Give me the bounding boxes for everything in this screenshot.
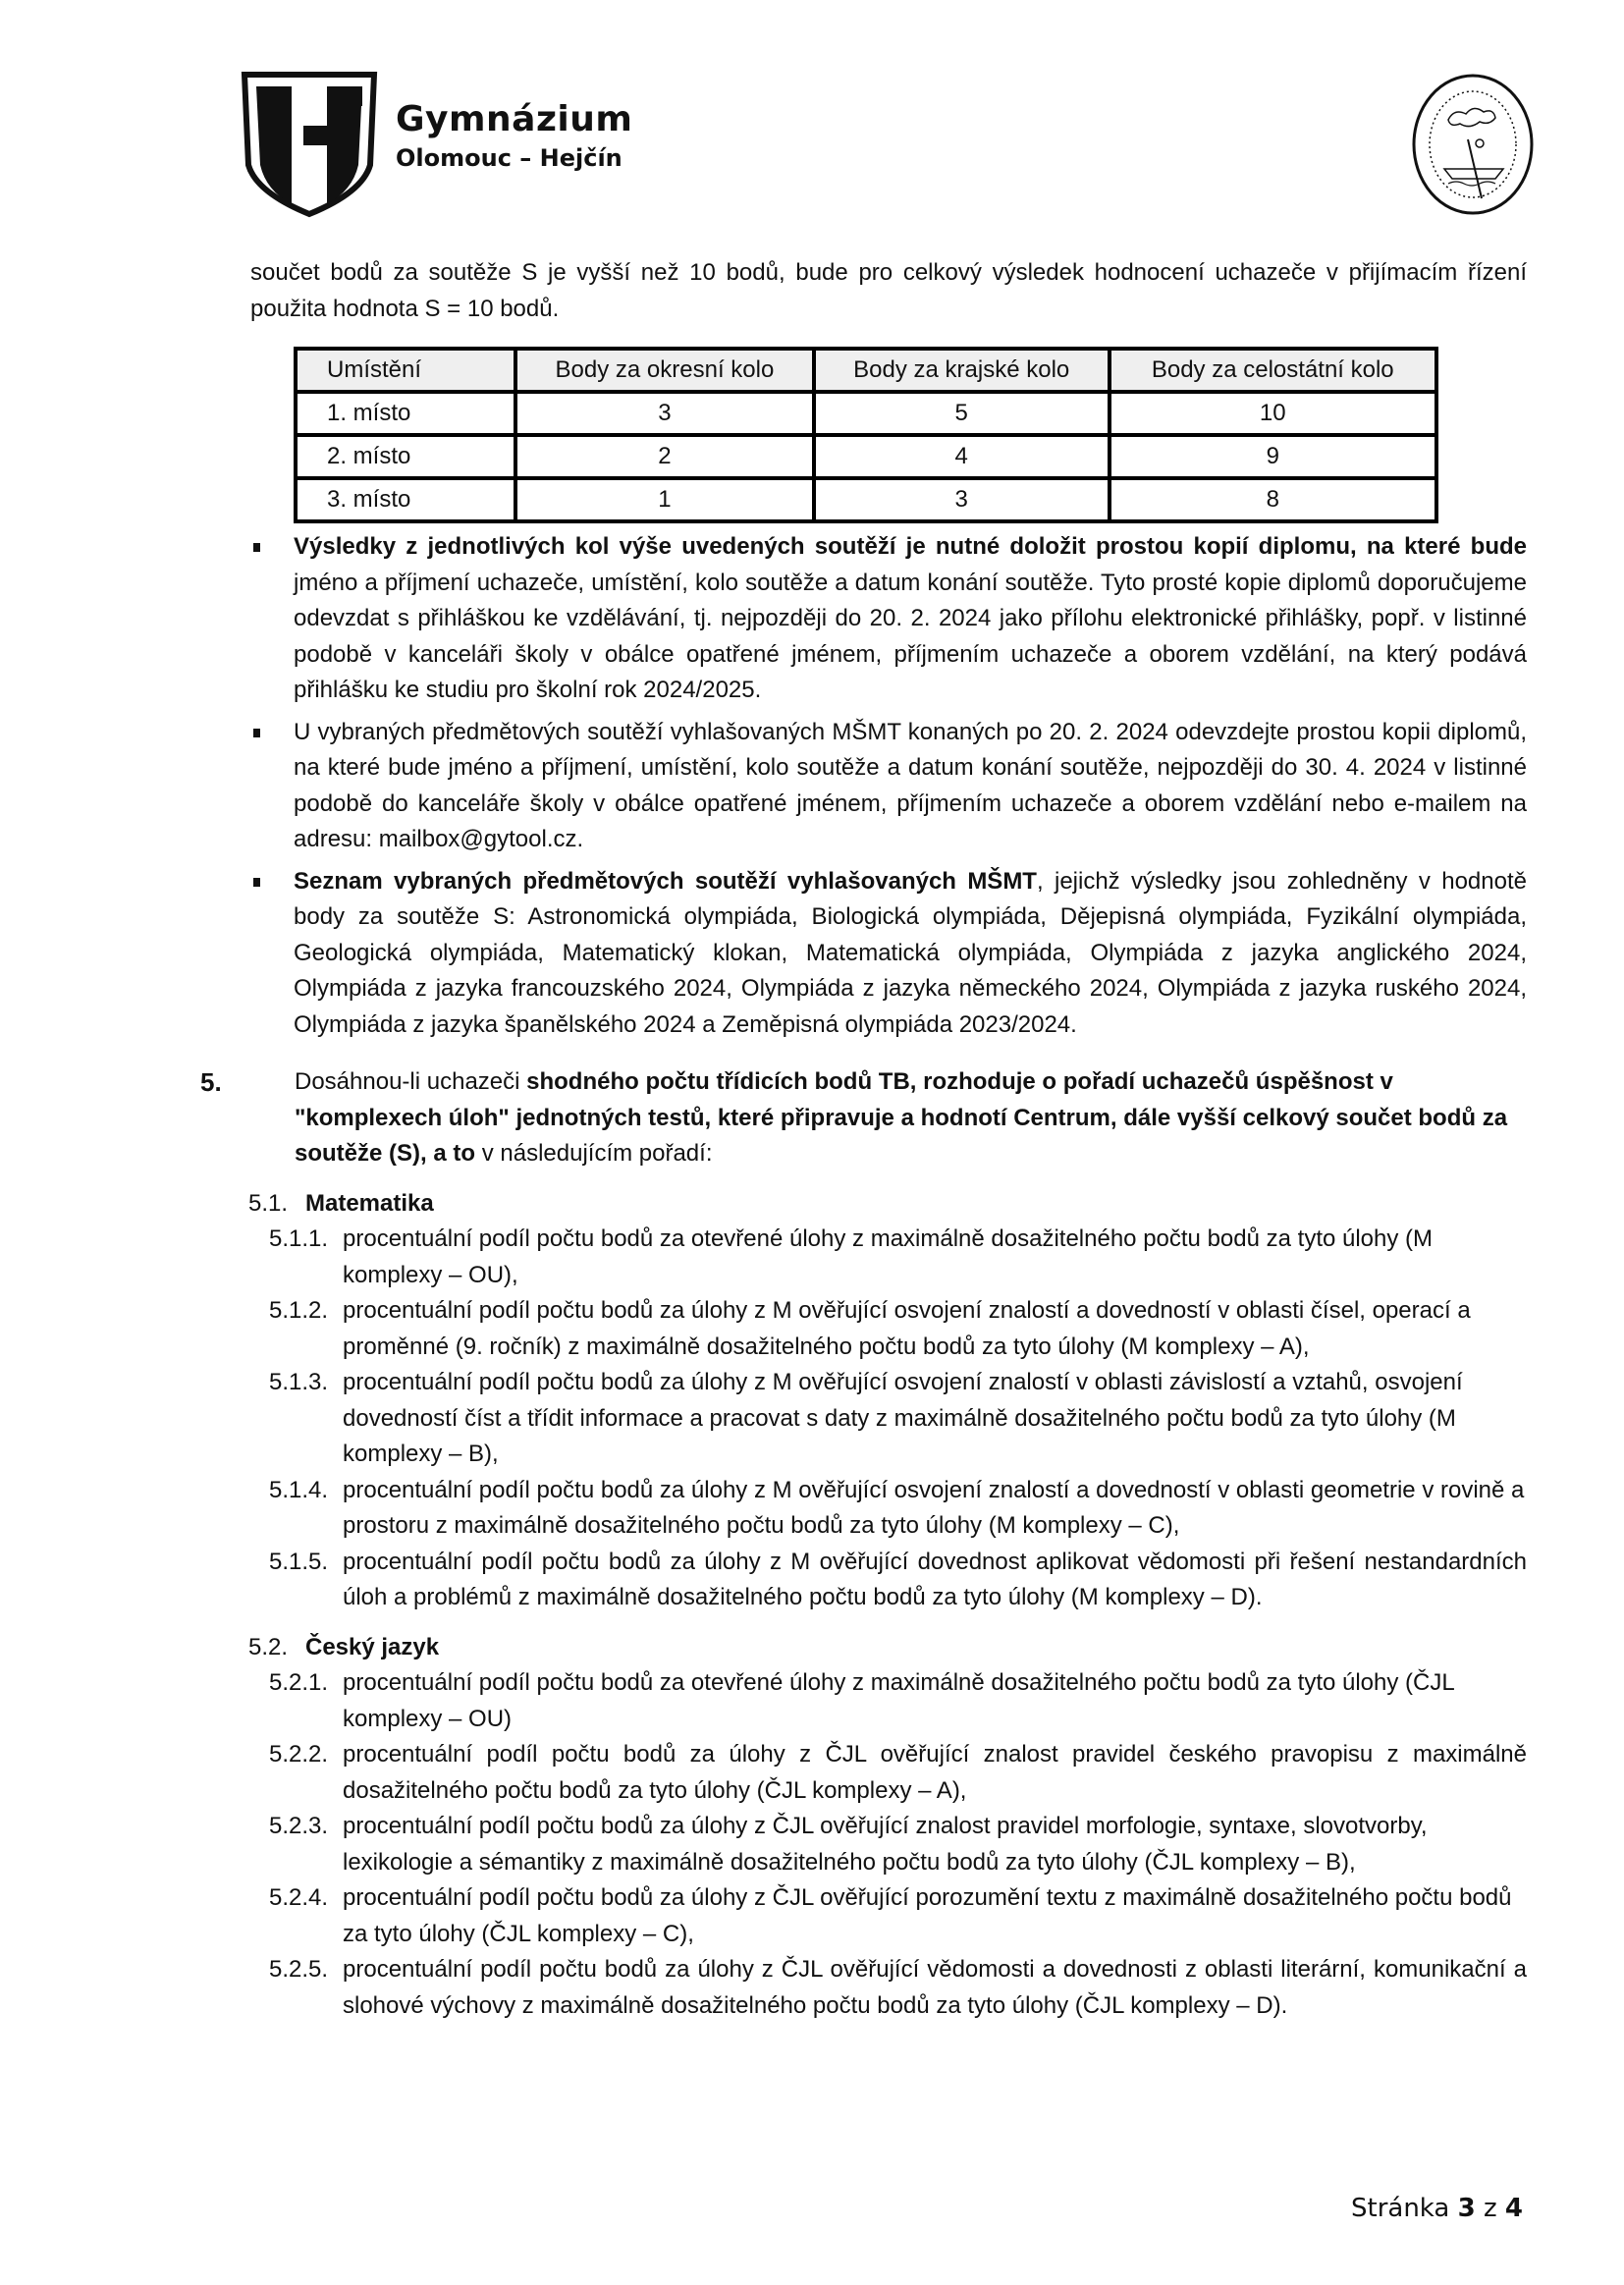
bullet-text: , jejichž výsledky jsou zohledněny v hodnotě body za soutěže S: Astronomická olympiáda, Biologická olympiáda, Dějepisná olympiáda, Fyzikální olympiáda, Geologická olympiáda, Matematický klokan, Matematická olympiáda, Olympiáda z jazyka anglického 2024, Olympiáda z jazyka francouzského 2024, Olympiáda z jazyka německého 2024, Olympiáda z jazyka ruského 2024, Olympiáda z jazyka španělského 2024 a Zeměpisná olympiáda 2023/2024. bbox=[294, 867, 1527, 1038]
item-text: procentuální podíl počtu bodů za úlohy z M ověřující osvojení znalostí a dovedností v oblasti čísel, operací a proměnné (9. ročník) z maximálně dosažitelného počtu bodů za tyto úlohy (M komplexy – A), bbox=[343, 1297, 1471, 1360]
document-body bbox=[200, 255, 1527, 2024]
subsection-title: Český jazyk bbox=[305, 1633, 440, 1660]
table-cell: 1 bbox=[515, 478, 814, 521]
table-header-cell: Body za krajské kolo bbox=[814, 349, 1110, 392]
page-label: Stránka bbox=[1351, 2194, 1450, 2223]
item-text: procentuální podíl počtu bodů za úlohy z M ověřující dovednost aplikovat vědomosti při řešení nestandardních úloh a problémů z maximálně dosažitelného počtu bodů za tyto úlohy (M komplexy – D). bbox=[343, 1548, 1527, 1610]
bullet-bold-text: Seznam vybraných předmětových soutěží vyhlašovaných MŠMT bbox=[294, 867, 1037, 895]
list-item bbox=[269, 1809, 1527, 1880]
bullet-text: jméno a příjmení uchazeče, umístění, kolo soutěže a datum konání soutěže. Tyto prosté kopie diplomů doporučujeme odevzdat s přihláškou ke vzdělávání, tj. nejpozději do 20. 2. 2024 jako přílohu elektronické přihlášky, popř. v listinné podobě v kanceláři školy v obálce opatřené jménem, příjmením uchazeče a oborem vzdělání, na který podává přihlášku ke studiu pro školní rok 2024/2025. bbox=[294, 569, 1527, 703]
table-cell: 2. místo bbox=[296, 435, 515, 478]
table-cell: 4 bbox=[814, 435, 1110, 478]
list-item bbox=[269, 1365, 1527, 1473]
item-text: procentuální podíl počtu bodů za úlohy z M ověřující osvojení znalostí a dovedností v oblasti geometrie v rovině a prostoru z maximálně dosažitelného počtu bodů za tyto úlohy (M komplexy – C), bbox=[343, 1476, 1525, 1539]
table-cell: 1. místo bbox=[296, 392, 515, 435]
subsection-title: Matematika bbox=[305, 1189, 434, 1217]
subsection-number: 5.1. bbox=[248, 1189, 289, 1217]
intro-paragraph: součet bodů za soutěže S je vyšší než 10 bodů, bude pro celkový výsledek hodnocení uchazeče v přijímacím řízení použita hodnota S = 10 bodů. bbox=[250, 259, 1527, 322]
bullet-item bbox=[250, 529, 1527, 709]
bullet-item bbox=[250, 715, 1527, 858]
square-bullet-icon bbox=[253, 878, 260, 887]
square-bullet-icon bbox=[253, 729, 260, 737]
section-text: v následujícím pořadí: bbox=[475, 1140, 713, 1167]
item-number: 5.1.3. bbox=[269, 1369, 329, 1395]
item-number: 5.2.1. bbox=[269, 1669, 329, 1696]
points-table bbox=[294, 347, 1438, 523]
subsection-czech-language bbox=[248, 1630, 1527, 2025]
item-number: 5.2.4. bbox=[269, 1884, 329, 1911]
item-text: procentuální podíl počtu bodů za otevřené úlohy z maximálně dosažitelného počtu bodů za tyto úlohy (M komplexy – OU), bbox=[343, 1225, 1434, 1288]
bullet-text: U vybraných předmětových soutěží vyhlašovaných MŠMT konaných po 20. 2. 2024 odevzdejte prostou kopii diplomů, na které bude jméno a příjmení, umístění, kolo soutěže a datum konání soutěže, nejpozději do 30. 4. 2024 v listinné podobě do kanceláře školy v obálce opatřené jménem, příjmením uchazeče a oborem vzdělání nebo e-mailem na adresu: mailbox@gytool.cz. bbox=[294, 718, 1527, 852]
table-cell: 3 bbox=[814, 478, 1110, 521]
item-text: procentuální podíl počtu bodů za úlohy z M ověřující osvojení znalostí v oblasti závislostí a vztahů, osvojení dovedností číst a třídit informace a pracovat s daty z maximálně dosažitelného počtu bodů za tyto úlohy (M komplexy – B), bbox=[343, 1369, 1463, 1467]
section-5 bbox=[200, 1064, 1527, 2024]
item-number: 5.2.5. bbox=[269, 1956, 329, 1983]
total-pages: 4 bbox=[1504, 2194, 1523, 2223]
table-header-cell: Body za okresní kolo bbox=[515, 349, 814, 392]
item-number: 5.1.5. bbox=[269, 1548, 329, 1575]
item-number: 5.1.1. bbox=[269, 1225, 329, 1252]
item-number: 5.2.3. bbox=[269, 1813, 329, 1839]
item-number: 5.1.4. bbox=[269, 1476, 329, 1503]
list-item bbox=[269, 1737, 1527, 1809]
historic-seal-icon bbox=[1409, 71, 1537, 218]
table-header-cell: Umístění bbox=[296, 349, 515, 392]
page-number bbox=[1351, 2194, 1523, 2223]
item-text: procentuální podíl počtu bodů za úlohy z ČJL ověřující znalost pravidel morfologie, syntaxe, slovotvorby, lexikologie a sémantiky z maximálně dosažitelného počtu bodů za tyto úlohy (ČJL komplexy – B), bbox=[343, 1813, 1428, 1876]
section-5-intro bbox=[247, 1064, 1527, 1172]
table-cell: 3. místo bbox=[296, 478, 515, 521]
shield-g-logo-icon bbox=[241, 71, 378, 218]
item-text: procentuální podíl počtu bodů za úlohy z ČJL ověřující znalost pravidel českého pravopisu z maximálně dosažitelného počtu bodů za tyto úlohy (ČJL komplexy – A), bbox=[343, 1741, 1527, 1804]
subsection-heading bbox=[248, 1630, 1527, 1666]
table-row bbox=[296, 478, 1436, 521]
list-item bbox=[269, 1952, 1527, 2024]
page-header bbox=[241, 61, 1537, 228]
school-name-line1: Gymnázium bbox=[396, 99, 633, 139]
section-bold-text: shodného počtu třídicích bodů TB, rozhoduje o pořadí uchazečů úspěšnost v "komplexech úloh" jednotných testů, které připravuje a hodnotí Centrum, dále vyšší celkový součet bodů za soutěže (S), a to bbox=[295, 1068, 1508, 1167]
item-text: procentuální podíl počtu bodů za otevřené úlohy z maximálně dosažitelného počtu bodů za tyto úlohy (ČJL komplexy – OU) bbox=[343, 1669, 1454, 1732]
current-page: 3 bbox=[1457, 2194, 1476, 2223]
school-brand bbox=[396, 98, 632, 175]
item-text: procentuální podíl počtu bodů za úlohy z ČJL ověřující porozumění textu z maximálně dosažitelného počtu bodů za tyto úlohy (ČJL komplexy – C), bbox=[343, 1884, 1512, 1947]
table-cell: 10 bbox=[1110, 392, 1437, 435]
section-number: 5. bbox=[200, 1067, 222, 1097]
list-item bbox=[269, 1293, 1527, 1365]
list-item bbox=[269, 1473, 1527, 1545]
page-separator: z bbox=[1483, 2194, 1497, 2223]
item-number: 5.2.2. bbox=[269, 1741, 329, 1768]
section-text: Dosáhnou-li uchazeči bbox=[295, 1068, 527, 1095]
table-header-cell: Body za celostátní kolo bbox=[1110, 349, 1437, 392]
school-name-line2: Olomouc – Hejčín bbox=[396, 144, 623, 172]
bullet-bold-text: Výsledky z jednotlivých kol výše uvedených soutěží je nutné doložit prostou kopií diplomu, na které bude bbox=[294, 533, 1527, 560]
item-text: procentuální podíl počtu bodů za úlohy z ČJL ověřující vědomosti a dovednosti z oblasti literární, komunikační a slohové výchovy z maximálně dosažitelného počtu bodů za tyto úlohy (ČJL komplexy – D). bbox=[343, 1956, 1527, 2019]
subsection-number: 5.2. bbox=[248, 1633, 289, 1660]
table-cell: 3 bbox=[515, 392, 814, 435]
item-number: 5.1.2. bbox=[269, 1297, 329, 1324]
table-row bbox=[296, 392, 1436, 435]
table-row bbox=[296, 435, 1436, 478]
table-cell: 8 bbox=[1110, 478, 1437, 521]
table-cell: 5 bbox=[814, 392, 1110, 435]
list-item bbox=[269, 1222, 1527, 1293]
table-header-row bbox=[296, 349, 1436, 392]
table-cell: 9 bbox=[1110, 435, 1437, 478]
bullet-item bbox=[250, 864, 1527, 1044]
list-item bbox=[269, 1665, 1527, 1737]
list-item bbox=[269, 1545, 1527, 1616]
table-cell: 2 bbox=[515, 435, 814, 478]
square-bullet-icon bbox=[253, 543, 260, 552]
list-item bbox=[269, 1880, 1527, 1952]
subsection-heading bbox=[248, 1186, 1527, 1223]
subsection-mathematics bbox=[248, 1186, 1527, 1616]
